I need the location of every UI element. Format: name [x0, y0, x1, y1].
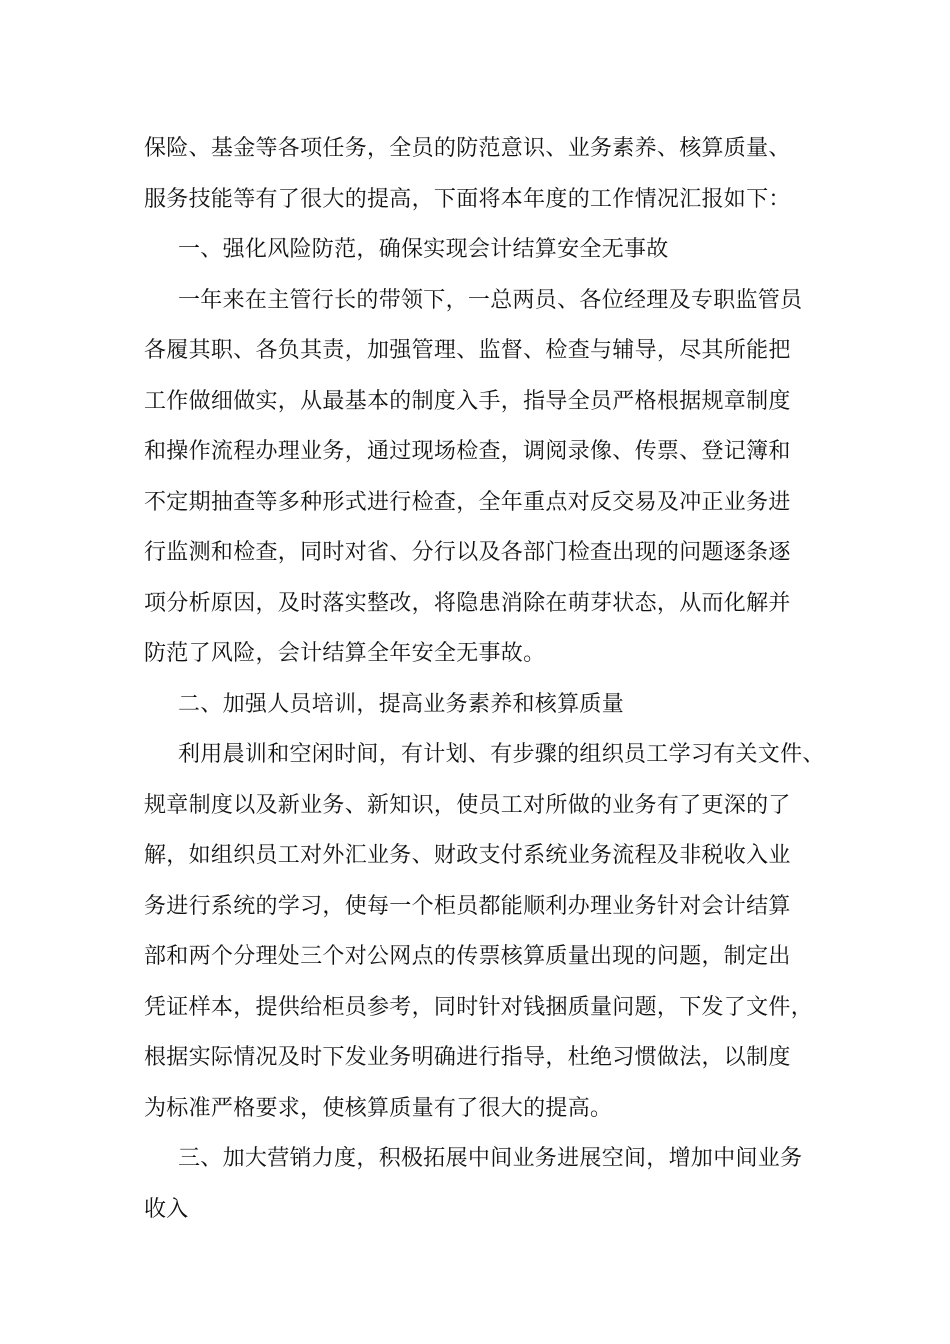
text-line: 行监测和检查，同时对省、分行以及各部门检查出现的问题逐条逐	[144, 540, 791, 565]
text-line: 保险、基金等各项任务，全员的防范意识、业务素养、核算质量、	[144, 136, 791, 161]
section-heading-3: 三、加大营销力度，积极拓展中间业务进展空间，增加中间业务	[178, 1146, 803, 1171]
text-line: 为标准严格要求，使核算质量有了很大的提高。	[144, 1095, 613, 1121]
text-line: 不定期抽查等多种形式进行检查，全年重点对反交易及冲正业务进	[144, 489, 791, 515]
text-line: 部和两个分理处三个对公网点的传票核算质量出现的问题，制定出	[144, 944, 791, 969]
text-line: 项分析原因，及时落实整改，将隐患消除在萌芽状态，从而化解并	[144, 590, 791, 616]
document-body	[144, 124, 825, 1235]
text-line: 根据实际情况及时下发业务明确进行指导，杜绝习惯做法，以制度	[144, 1045, 791, 1070]
text-line: 收入	[144, 1196, 189, 1222]
section-heading-1: 一、强化风险防范，确保实现会计结算安全无事故	[178, 237, 669, 262]
text-line: 服务技能等有了很大的提高，下面将本年度的工作情况汇报如下：	[144, 186, 791, 212]
text-line: 一年来在主管行长的带领下，一总两员、各位经理及专职监管员	[178, 287, 803, 313]
text-line: 工作做细做实，从最基本的制度入手，指导全员严格根据规章制度	[144, 388, 791, 414]
text-line: 凭证样本，提供给柜员参考，同时针对钱捆质量问题，下发了文件，	[144, 994, 814, 1020]
text-line: 务进行系统的学习，使每一个柜员都能顺利办理业务针对会计结算	[144, 893, 791, 919]
text-line: 解，如组织员工对外汇业务、财政支付系统业务流程及非税收入业	[144, 843, 791, 868]
section-heading-2: 二、加强人员培训，提高业务素养和核算质量	[178, 691, 625, 717]
text-line: 和操作流程办理业务，通过现场检查，调阅录像、传票、登记簿和	[144, 439, 791, 464]
text-line: 规章制度以及新业务、新知识，使员工对所做的业务有了更深的了	[144, 792, 791, 818]
text-line: 防范了风险，会计结算全年安全无事故。	[144, 641, 546, 666]
text-line: 利用晨训和空闲时间，有计划、有步骤的组织员工学习有关文件、	[178, 742, 825, 767]
text-line: 各履其职、各负其责，加强管理、监督、检查与辅导，尽其所能把	[144, 338, 791, 363]
